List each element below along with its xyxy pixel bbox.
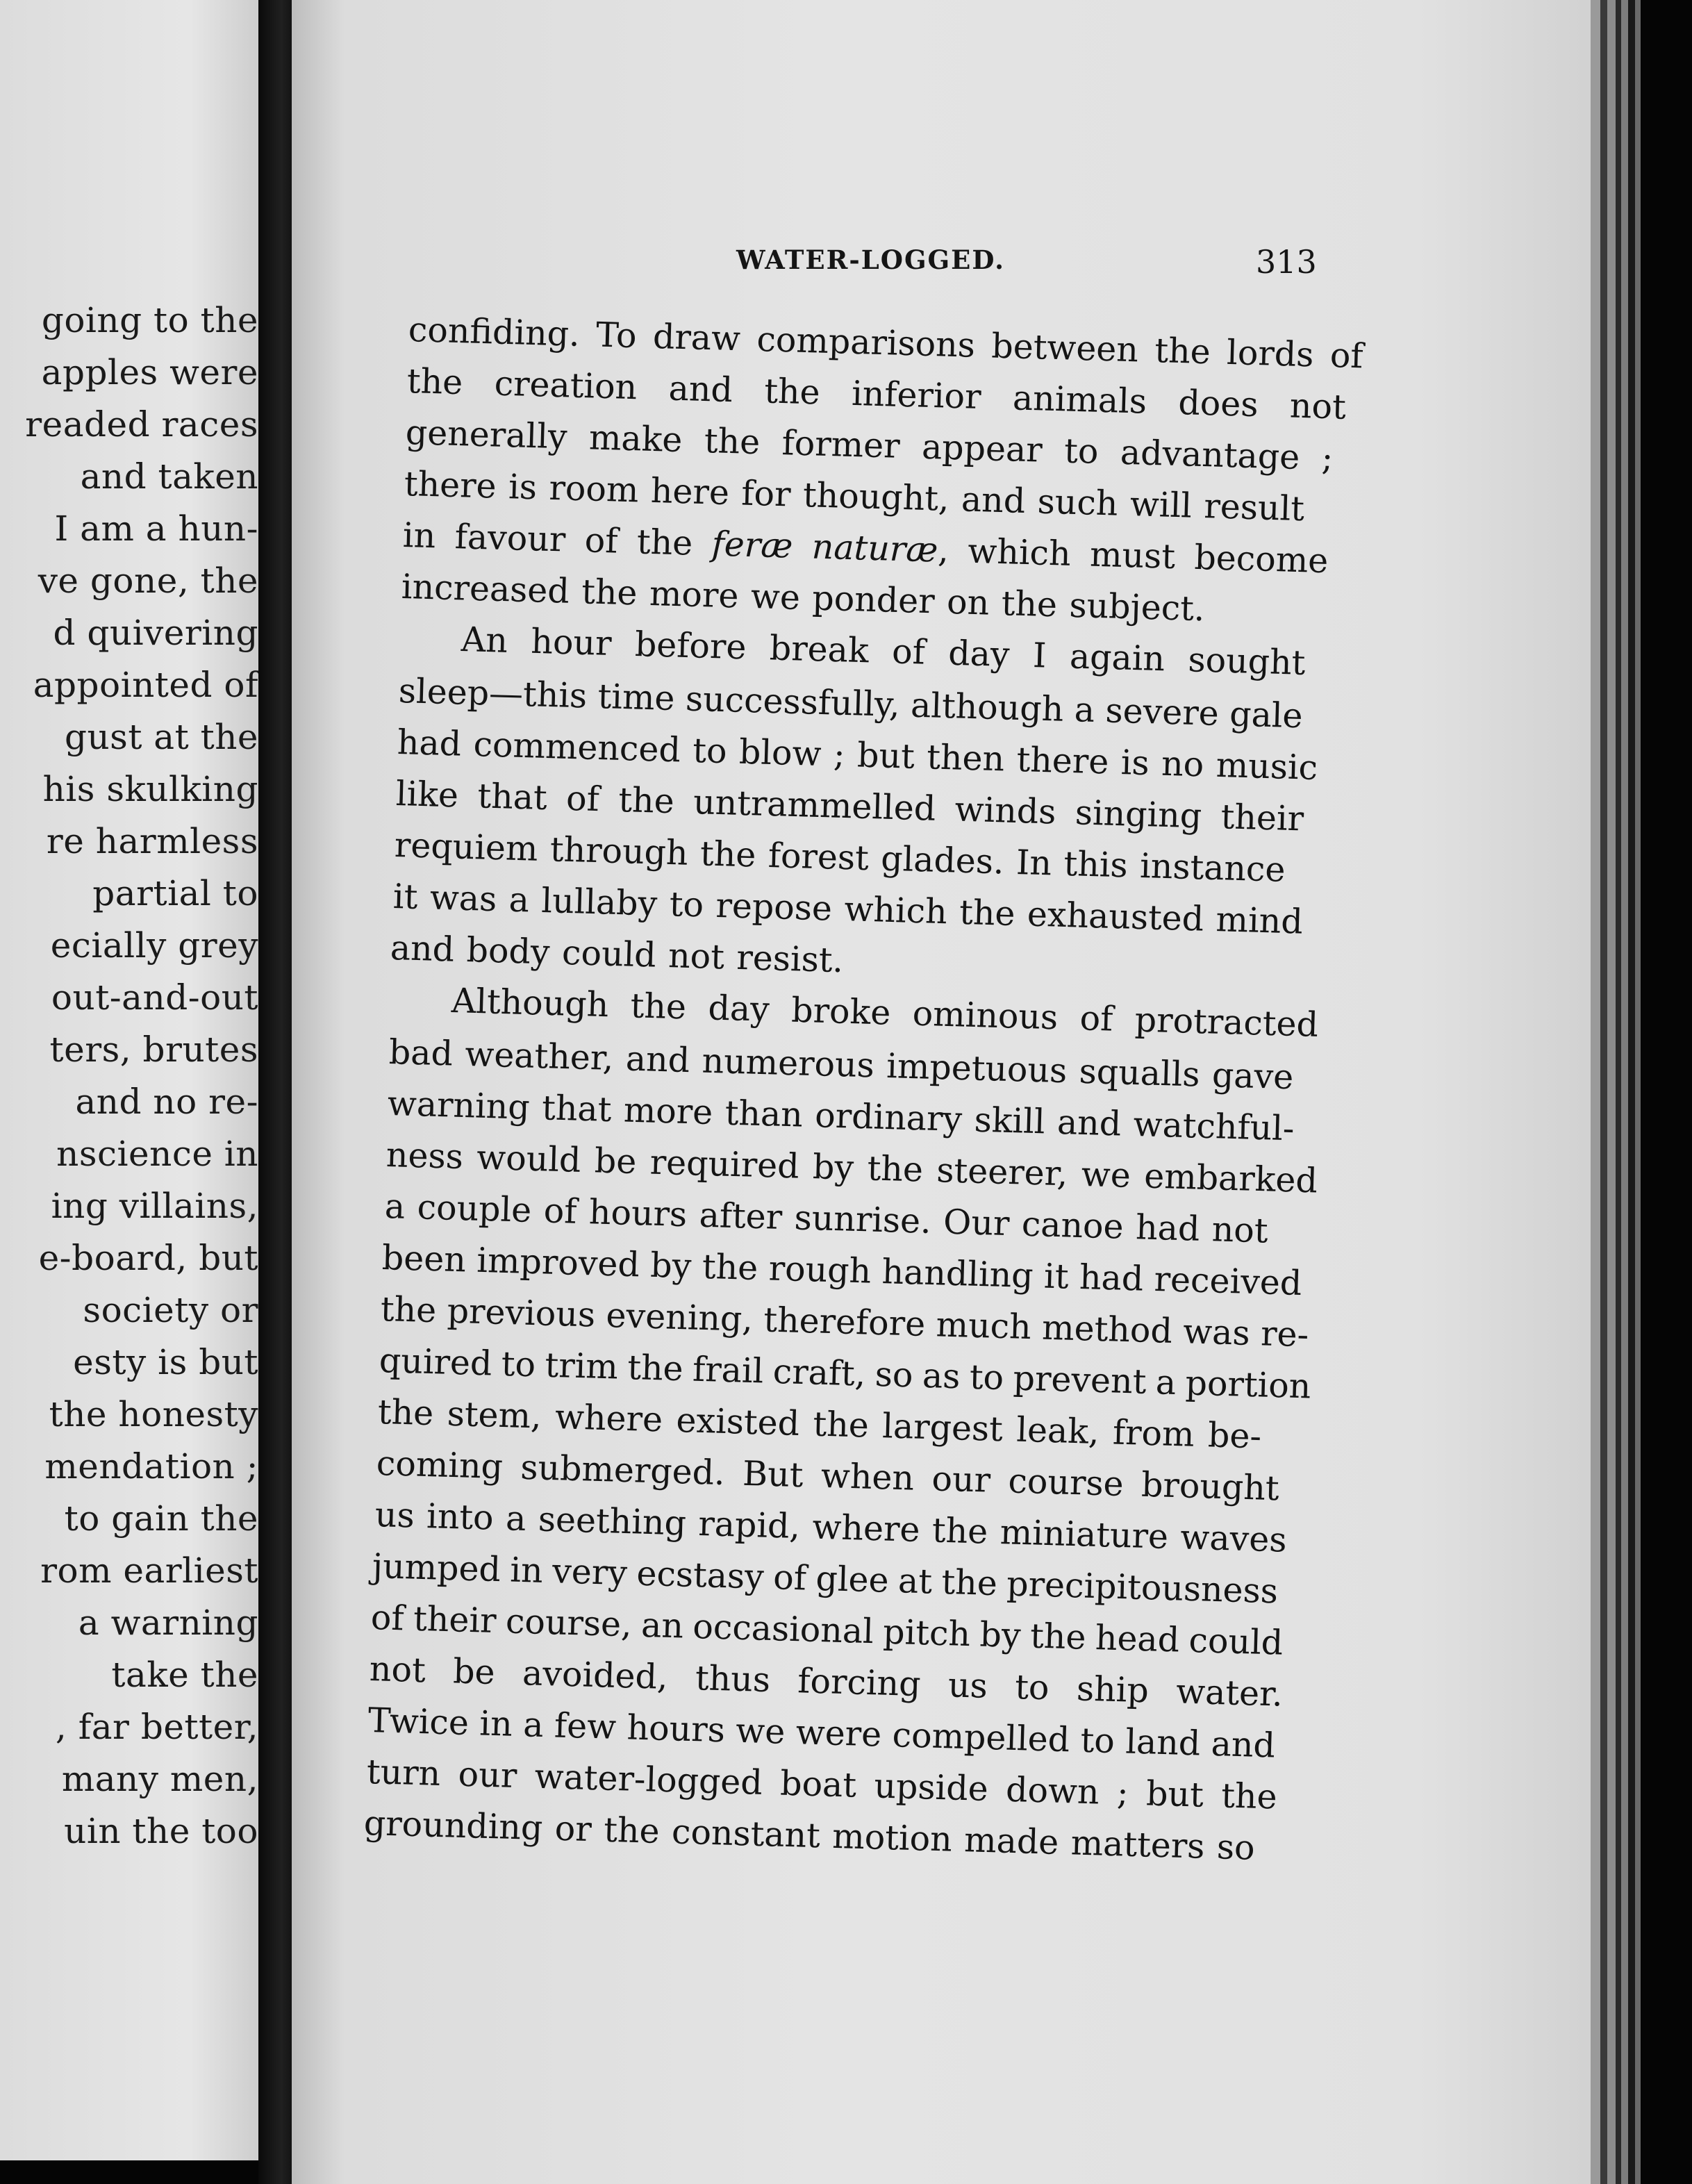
left-text-line: esty is but [73,1342,258,1382]
left-text-line: the honesty [49,1394,258,1434]
left-text-line: going to the [41,300,258,340]
left-text-line: partial to [92,873,258,913]
left-text-line: I am a hun- [54,508,258,549]
body-text-line: of their course, an occasional pitch by the head could [370,1598,1284,1663]
page-edge [1591,0,1600,2184]
left-text-line: gust at the [64,717,258,757]
left-text-line: d quivering [53,613,258,653]
body-text-line: and body could not resist. [390,928,844,981]
body-text-line: warning that more than ordinary skill and watchful- [387,1084,1295,1149]
left-text-line: uin the too [64,1811,258,1851]
body-text-line: it was a lullaby to repose which the exhausted mind [392,877,1304,942]
page-edge [1607,0,1616,2184]
left-text-line: re harmless [46,821,258,861]
left-text-line: society or [83,1290,258,1330]
body-text-line: had commenced to blow ; but then there is no music [397,722,1318,788]
body-text-line: there is room here for thought, and such will result [404,464,1305,529]
left-text-line: and taken [80,456,258,497]
left-text-line: nscience in [56,1134,258,1174]
body-text-line: in favour of the feræ naturæ, which must become [402,515,1329,581]
body-text-line: generally make the former appear to advantage ; [405,413,1334,479]
body-text-line: sleep—this time successfully, although a severe gale [398,671,1304,736]
left-text-line: many men, [61,1759,258,1799]
left-text-line: mendation ; [44,1446,258,1487]
body-text-line: quired to trim the frail craft, so as to prevent a portion [379,1341,1312,1407]
body-text-line: increased the more we ponder on the subject. [401,567,1206,629]
body-text-line: An hour before break of day I again sought [461,620,1307,683]
page-edge [1635,0,1641,2184]
body-text-line: the stem, where existed the largest leak, from be- [377,1392,1262,1457]
left-text-line: ters, brutes [49,1029,258,1070]
body-text-line: been improved by the rough handling it had received [381,1238,1303,1303]
running-head: WATER-LOGGED. [736,245,1006,275]
left-text-line: readed races [25,404,258,445]
body-text-line: the creation and the inferior animals does not [406,361,1347,427]
left-page [0,0,271,2160]
body-text-line: a couple of hours after sunrise. Our canoe had not [384,1186,1269,1251]
left-text-line: his skulking [42,769,258,809]
body-text-line: jumped in very ecstasy of glee at the precipitousness [372,1546,1279,1612]
left-text-line: ve gone, the [38,561,258,601]
left-text-line: apples were [41,352,258,392]
body-text-line: coming submerged. But when our course brought [376,1443,1280,1509]
left-text-line: to gain the [64,1498,258,1539]
body-text-line: the previous evening, therefore much method was re- [380,1289,1309,1355]
left-text-line: out-and-out [51,977,258,1018]
page-edge [1621,0,1628,2184]
page-edge [1641,0,1692,2184]
left-text-line: rom earliest [40,1550,258,1591]
page-edge [1628,0,1635,2184]
body-text-line: us into a seething rapid, where the miniature waves [374,1495,1288,1560]
left-text-line: appointed of [33,665,258,705]
body-text-line: like that of the untrammelled winds singing their [395,774,1304,839]
page-edge [1616,0,1621,2184]
left-text-line: , far better, [55,1707,258,1747]
left-text-line: a warning [78,1603,258,1643]
body-text-line: ness would be required by the steerer, we embarked [385,1135,1318,1201]
body-text-line: turn our water-logged boat upside down ; but the [366,1752,1278,1817]
body-text-line: not be avoided, thus forcing us to ship water. [369,1649,1284,1714]
page-number: 313 [1256,243,1317,281]
body-text-line: confiding. To draw comparisons between the lords of [408,310,1364,377]
left-text-line: and no re- [75,1082,258,1122]
body-text-line: requiem through the forest glades. In this instance [394,825,1286,890]
left-text-line: ecially grey [50,925,258,966]
body-text-line: Twice in a few hours we were compelled to land and [367,1701,1276,1766]
body-text-line: bad weather, and numerous impetuous squalls gave [388,1032,1295,1098]
body-text-line: Although the day broke ominous of protracted [451,981,1319,1045]
body-text-line: grounding or the constant motion made matters so [363,1803,1256,1868]
left-text-line: ing villains, [51,1186,258,1226]
page-edge [1600,0,1607,2184]
left-text-line: take the [111,1655,258,1695]
left-text-line: e-board, but [38,1238,258,1278]
